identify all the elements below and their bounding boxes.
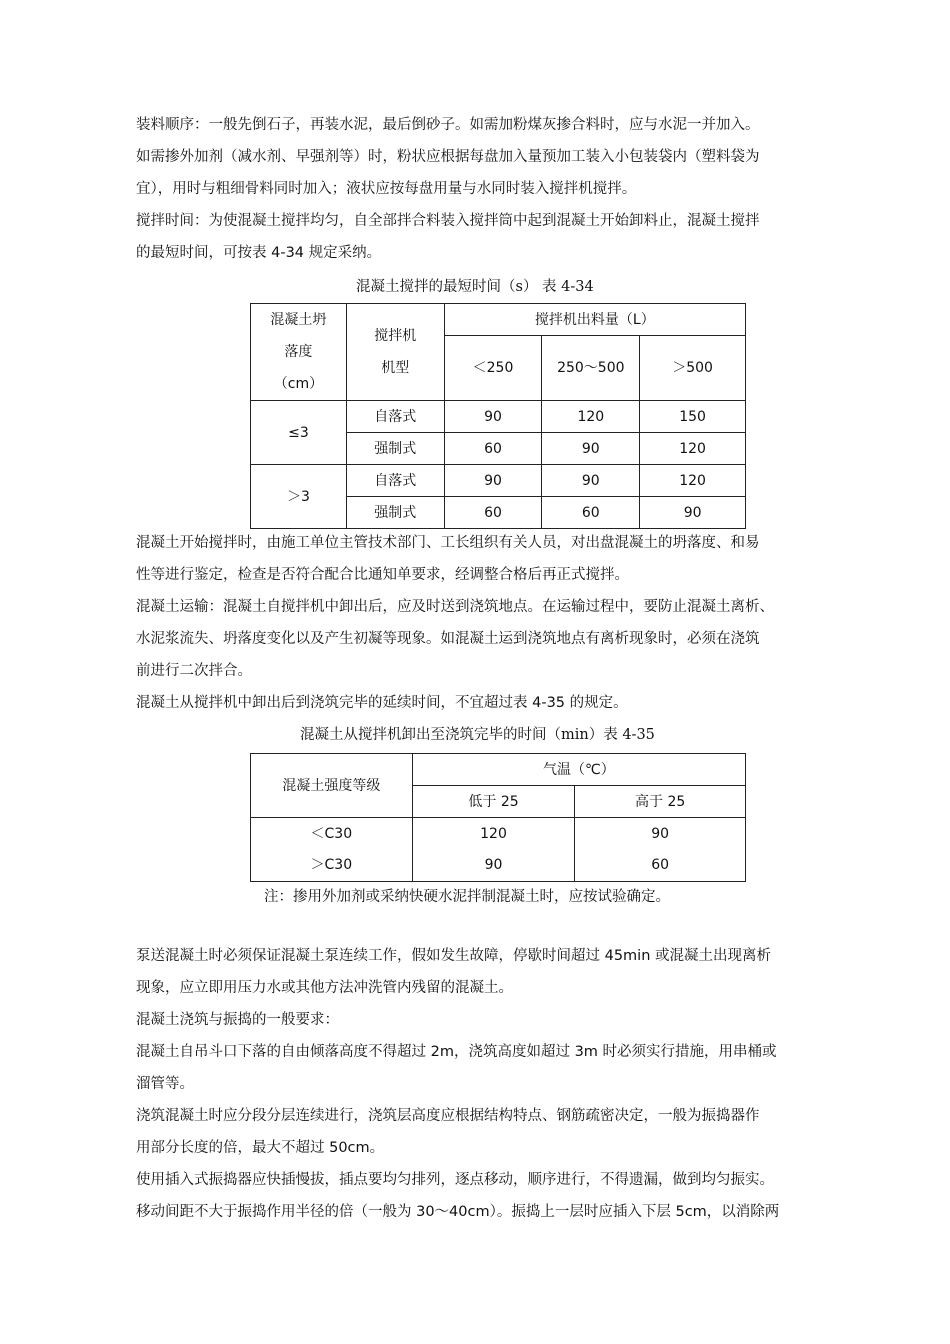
paragraph-line: 泵送混凝土时必须保证混凝土泵连续工作，假如发生故障，停歇时间超过 45min 或混凝土出现离析: [136, 948, 772, 964]
mixing-time-table: [250, 303, 746, 529]
table-note: 注：掺用外加剂或采纳快硬水泥拌制混凝土时，应按试验确定。: [264, 889, 670, 905]
value-cell: 120: [640, 465, 746, 497]
table-row: [251, 850, 746, 882]
paragraph-line: 水泥浆流失、坍落度变化以及产生初凝等现象。如混凝土运到浇筑地点有离析现象时，必须在浇筑: [136, 631, 760, 647]
value-cell: 120: [412, 818, 575, 850]
header-mixer-type: [346, 304, 444, 401]
paragraph-line: 的最短时间，可按表 4-34 规定采纳。: [136, 245, 382, 261]
value-cell: 90: [640, 497, 746, 529]
value-cell: 60: [542, 497, 640, 529]
header-strength-grade: 混凝土强度等级: [251, 754, 413, 818]
paragraph-line: 混凝土开始搅拌时，由施工单位主管技术部门、工长组织有关人员，对出盘混凝土的坍落度、和易: [136, 535, 760, 551]
value-cell: 120: [640, 433, 746, 465]
paragraph-line: 性等进行鉴定，检查是否符合配合比通知单要求，经调整合格后再正式搅拌。: [136, 567, 629, 583]
table-row: [251, 401, 746, 433]
column-header: 高于 25: [575, 786, 746, 818]
header-slump: [251, 304, 347, 401]
value-cell: 90: [444, 401, 542, 433]
header-type-line2: 机型: [381, 360, 410, 376]
column-header: ＜250: [444, 336, 542, 401]
mixer-type-cell: 自落式: [346, 401, 444, 433]
paragraph-line: 移动间距不大于振捣作用半径的倍（一般为 30～40cm）。振捣上一层时应插入下层 5cm，以消除两: [136, 1204, 780, 1220]
paragraph-line: 前进行二次拌合。: [136, 663, 252, 679]
value-cell: 60: [575, 850, 746, 882]
header-slump-line2: 落度: [284, 344, 313, 360]
grade-cell: ＜C30: [251, 818, 413, 850]
paragraph-line: 混凝土从搅拌机中卸出后到浇筑完毕的延续时间，不宜超过表 4-35 的规定。: [136, 695, 628, 711]
value-cell: 150: [640, 401, 746, 433]
mixer-type-cell: 强制式: [346, 433, 444, 465]
header-slump-line1: 混凝土坍: [270, 312, 327, 328]
paragraph-line: 溜管等。: [136, 1076, 194, 1092]
paragraph-line: 如需掺外加剂（减水剂、早强剂等）时，粉状应根据每盘加入量预加工装入小包装袋内（塑料袋为: [136, 149, 760, 165]
pour-time-table: [250, 753, 746, 882]
value-cell: 90: [542, 433, 640, 465]
header-temperature: 气温（℃）: [412, 754, 745, 786]
paragraph-line: 混凝土浇筑与振捣的一般要求：: [136, 1012, 339, 1028]
value-cell: 60: [444, 497, 542, 529]
header-slump-line3: （cm）: [273, 376, 324, 392]
slump-cell: ＞3: [251, 465, 347, 529]
table-caption: 混凝土搅拌的最短时间（s） 表 4-34: [356, 279, 594, 295]
value-cell: 120: [542, 401, 640, 433]
paragraph-line: 搅拌时间：为使混凝土搅拌均匀，自全部拌合料装入搅拌筒中起到混凝土开始卸料止，混凝土搅拌: [136, 213, 760, 229]
paragraph-line: 宜），用时与粗细骨料同时加入；液状应按每盘用量与水同时装入搅拌机搅拌。: [136, 181, 637, 197]
value-cell: 90: [444, 465, 542, 497]
slump-cell: ≤3: [251, 401, 347, 465]
value-cell: 60: [444, 433, 542, 465]
paragraph-line: 混凝土自吊斗口下落的自由倾落高度不得超过 2m，浇筑高度如超过 3m 时必须实行措施，用串桶或: [136, 1044, 777, 1060]
value-cell: 90: [575, 818, 746, 850]
value-cell: 90: [412, 850, 575, 882]
header-type-line1: 搅拌机: [374, 328, 417, 344]
paragraph-line: 装料顺序：一般先倒石子，再装水泥，最后倒砂子。如需加粉煤灰掺合料时，应与水泥一并加入。: [136, 117, 760, 133]
column-header: ＞500: [640, 336, 746, 401]
grade-cell: ＞C30: [251, 850, 413, 882]
table-row: [251, 818, 746, 850]
column-header: 低于 25: [412, 786, 575, 818]
paragraph-line: 混凝土运输：混凝土自搅拌机中卸出后，应及时送到浇筑地点。在运输过程中，要防止混凝土离析、: [136, 599, 774, 615]
header-output: 搅拌机出料量（L）: [444, 304, 745, 336]
mixer-type-cell: 强制式: [346, 497, 444, 529]
paragraph-line: 现象，应立即用压力水或其他方法冲洗管内残留的混凝土。: [136, 980, 513, 996]
paragraph-line: 使用插入式振捣器应快插慢拔，插点要均匀排列，逐点移动，顺序进行，不得遗漏，做到均匀振实。: [136, 1172, 774, 1188]
value-cell: 90: [542, 465, 640, 497]
table-row: [251, 465, 746, 497]
paragraph-line: 浇筑混凝土时应分段分层连续进行，浇筑层高度应根据结构特点、钢筋疏密决定，一般为振捣器作: [136, 1108, 760, 1124]
mixer-type-cell: 自落式: [346, 465, 444, 497]
table-caption: 混凝土从搅拌机卸出至浇筑完毕的时间（min）表 4-35: [300, 727, 655, 743]
column-header: 250～500: [542, 336, 640, 401]
paragraph-line: 用部分长度的倍，最大不超过 50cm。: [136, 1140, 385, 1156]
